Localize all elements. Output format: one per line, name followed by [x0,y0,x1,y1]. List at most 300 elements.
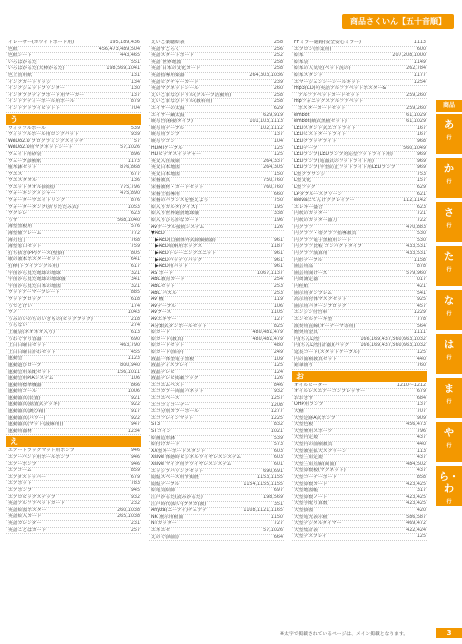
index-entry [6,356,141,363]
index-entry [292,330,427,337]
index-entry [149,482,284,489]
index-entry [6,488,141,495]
sidebar-tab[interactable] [436,290,462,330]
entry-name: エコゴミコーナー [151,402,190,408]
entry-name: 英語絵入カード [8,514,42,520]
index-entry [6,409,141,416]
index-entry [149,363,284,370]
index-entry [6,205,141,212]
entry-name: えのぐ(両面) [151,534,179,540]
index-entry [6,211,141,218]
entry-pages: 195,189,436 [109,40,140,45]
entry-name: 煙突用金具 [294,330,318,336]
index-entry [149,488,284,495]
index-entry [149,66,284,73]
index-entry [292,178,427,185]
entry-name: えいごまなびドリル(教科用) [151,99,213,105]
index-entry [149,304,284,311]
entry-name: 運動会 [8,356,23,362]
entry-name: いろはかるた [8,59,37,65]
entry-name: ABC パズル [151,290,177,296]
index-entry [292,409,427,416]
entry-pages: 440 [416,442,426,448]
sidebar-tab[interactable] [436,334,462,374]
entry-name: AVエキサー [151,316,177,322]
index-entry [149,211,284,218]
entry-pages: 796 [416,428,426,434]
sidebar-gyo: 行 [446,311,452,317]
entry-name: 大型三角点解(両面) [294,461,337,467]
index-entry [149,350,284,357]
index-entry [6,455,141,462]
entry-name: embot(網式黒板セット) [294,119,347,125]
index-entry [292,165,427,172]
entry-pages: 783 [130,481,140,487]
entry-name: エイサーの太鼓 [151,105,185,111]
section-heading: お [292,371,427,382]
index-entry [292,225,427,232]
entry-name: 園示用ダンプレム [294,290,333,296]
entry-name: 円グラフ演算用 [294,251,328,256]
index-entry [149,73,284,80]
entry-pages: 125 [273,363,283,369]
entry-pages: 475,890 [120,191,140,197]
entry-name: エアポット [8,481,32,487]
entry-pages: 961 [273,264,283,270]
entry-name: 絵カード(保存) [151,349,184,355]
entry-pages: 207,208,1000 [392,53,426,59]
entry-name: うず [8,217,18,223]
entry-name: おおきす [294,395,314,401]
entry-pages: 341 [130,277,140,283]
entry-name: 円グラフ比較 コンパクトタイプ [294,244,363,250]
entry-name: mpフォニックスアルファベット [294,99,364,105]
entry-name: エアロビックステップ [8,494,56,500]
index-entry [292,146,427,153]
entry-name: HDMIケーブル [151,145,183,151]
entry-pages: 252 [273,53,283,59]
entry-pages: 679 [130,474,140,480]
entry-pages: 017 [416,277,426,283]
entry-pages: 104 [273,138,283,144]
entry-name: うらない [8,323,28,329]
index-entry [292,152,427,159]
entry-name: LEDヒストタートライト [294,132,347,138]
entry-name: 栄養教具 [151,178,171,184]
sidebar-kana: ま [444,384,454,395]
index-entry [292,297,427,304]
index-entry [292,60,427,67]
entry-name: 絵入りカルタ(クイズ) [151,204,198,210]
entry-pages: 57 [133,138,140,144]
index-entry [292,449,427,456]
index-entry [292,159,427,166]
index-entry [149,99,284,106]
index-entry [292,119,427,126]
entry-name: 英文入住成績 [151,158,180,164]
index-entry [149,113,284,120]
entry-name: 円形テーブル [294,257,323,263]
sidebar-tab[interactable] [436,466,462,506]
entry-name: ウェイト用砂袋 [8,151,42,157]
entry-name: 英語マグネットシール [151,86,199,92]
entry-name: 絵入りひらがなカード [151,218,199,224]
entry-name: イレーザー(ホワイトボード用) [8,40,74,45]
index-entry [292,73,427,80]
entry-name: ウェーブ診断紙 [8,158,42,164]
entry-pages: 469,472 [406,521,426,527]
entry-pages: 124 [273,369,283,375]
index-entry [6,304,141,311]
index-entry [149,429,284,436]
entry-pages: 551 [130,59,140,65]
index-entry [6,508,141,515]
index-entry [292,106,427,113]
entry-name: 絵カード [151,330,171,336]
entry-name: えいごまなびドリル(グループ活動用) [151,92,232,98]
index-entry [292,442,427,449]
entry-name: XX型キーボードスタンド [151,448,206,454]
index-entry [149,159,284,166]
entry-pages: 564 [416,323,426,329]
entry-name: 運動用器材 [8,428,32,434]
entry-pages: 338 [273,211,283,217]
entry-pages: 603 [273,455,283,461]
entry-pages: 455 [130,349,140,355]
index-entry [6,191,141,198]
entry-name: 大棚 [294,409,304,415]
entry-name: AS ボード [151,270,174,276]
entry-pages: 265,1038 [117,514,140,520]
entry-pages: 775,796 [120,184,140,190]
index-entry [292,80,427,87]
entry-name: 薄型黒板用 [8,224,32,230]
entry-pages: 660 [273,191,283,197]
index-entry [6,376,141,383]
index-entry [292,205,427,212]
entry-pages: 750 [273,198,283,204]
index-entry [6,462,141,469]
index-entry [149,192,284,199]
entry-pages: 422,424 [406,527,426,533]
index-entry [292,139,427,146]
entry-pages: 573 [273,442,283,448]
entry-name: 延長コード(スタットケーブル) [294,349,360,355]
entry-pages: 125 [273,145,283,151]
index-entry [149,231,284,238]
entry-pages: 727 [273,521,283,527]
entry-name: 大型掛図 [294,507,314,513]
sidebar-tab[interactable] [436,246,462,286]
index-entry [149,409,284,416]
entry-name: 英文日本地図 [151,165,180,171]
entry-pages: 586,587 [406,514,426,520]
entry-name: エアーバンド用ボールポンプ [8,455,70,461]
index-entry [292,357,427,364]
entry-pages: 664 [273,534,283,540]
index-entry [149,330,284,337]
entry-name: エンジン付台車 [294,310,328,316]
index-entry [6,317,141,324]
entry-pages: 423,425 [406,494,426,500]
entry-pages: 750,760 [263,178,283,184]
index-entry [292,211,427,218]
sidebar-kana: か [444,164,454,175]
entry-name: 宇宙から見た日本の地図 [8,283,61,289]
index-entry [6,370,141,377]
sidebar-tab[interactable] [436,378,462,418]
entry-pages: 539 [130,125,140,131]
entry-pages: 258 [273,66,283,72]
entry-name: STコイン [151,429,172,435]
entry-name: エアポンプ [8,488,32,493]
index-entry [292,99,427,106]
entry-pages: 1187 [270,244,283,250]
index-entry [149,86,284,93]
entry-name: AVケーブル接続システム [151,224,205,230]
index-entry [292,343,427,350]
entry-name: 英語スタートボード [151,53,195,59]
entry-name: ウォーターウエイトリング [8,198,66,204]
index-entry [292,534,427,541]
sidebar-kana: ら・わ [439,472,459,495]
entry-pages: 878 [416,264,426,270]
index-column-2 [149,40,284,628]
entry-name: ST3 [151,422,161,428]
entry-name: 園芸用品 [294,264,314,270]
entry-name: 閲覧テーブル [151,481,180,487]
page-header [0,14,462,28]
entry-name: 液晶テレビ掲載フック [151,376,199,382]
entry-name: エンゼルケーキ型 [294,316,333,322]
entry-pages: 760,760 [263,185,283,191]
index-entry [149,502,284,509]
entry-name: ▶AED収納用ボックス [155,244,203,250]
entry-name: ウィッフルボール用ロングバット [8,132,79,138]
index-columns [6,40,431,628]
index-entry [149,337,284,344]
entry-pages: 433,531 [406,244,426,250]
entry-pages: 1105 [270,310,283,316]
entry-name: 英語すごろく [151,46,180,52]
footnote: ※太字で掲載されているページは、メイン掲載となります。 [280,632,409,637]
entry-pages: 137 [130,92,140,98]
index-entry [292,291,427,298]
entry-name: L型グラウンジ [294,171,326,177]
entry-name: いろはかるた(犬棒かるた) [8,66,65,72]
entry-name: L型フック [294,185,316,191]
entry-pages: 156,1011 [117,369,140,375]
entry-name: 絵本袋 [294,59,309,65]
index-entry [6,514,141,521]
index-entry [149,475,284,482]
entry-pages: 239 [273,79,283,85]
entry-pages: 704 [130,105,140,111]
index-entry [292,528,427,535]
index-entry [149,152,284,159]
index-entry [6,396,141,403]
index-entry [6,80,141,87]
entry-pages: 106 [273,303,283,309]
sidebar-kana: あ [444,120,454,131]
entry-pages: 480,481,479 [252,330,283,336]
index-entry [149,455,284,462]
sidebar-tab[interactable] [436,202,462,242]
entry-pages: 136 [130,178,140,184]
entry-name: 液晶テレビ [151,369,175,375]
entry-name: 液晶ディスプレイ [151,363,189,369]
index-entry [149,185,284,192]
entry-name: ABCセット [151,283,176,289]
entry-pages: 722 [416,218,426,224]
index-entry [149,508,284,515]
entry-name: 大型色板 [294,422,314,428]
entry-name: エアートラックマット用ポンプ [8,448,75,454]
index-entry [292,475,427,482]
entry-name: LEDクラッチライト [294,138,337,144]
index-entry [149,376,284,383]
entry-pages: 530 [416,237,426,243]
entry-pages: 259,260 [406,105,426,111]
entry-name: 大型三角定規 [294,455,323,461]
index-entry [6,218,141,225]
entry-pages: 125 [416,534,426,540]
entry-pages: 825 [273,323,283,329]
entry-pages: 102,1112 [260,125,283,131]
entry-pages: 876 [130,198,140,204]
entry-name: エコ分別カラーボール [151,409,199,415]
index-entry [292,66,427,73]
sidebar-tab[interactable] [436,158,462,198]
entry-pages: 961 [273,257,283,263]
entry-name: WeDo2.0用マグネットシート [8,145,73,151]
index-entry [292,350,427,357]
entry-name: エコカラー両面パネット [151,389,204,395]
index-entry [6,389,141,396]
entry-pages: 1111 [413,330,426,336]
entry-name: 大型集計表 [294,527,318,533]
index-entry [6,330,141,337]
index-entry [292,264,427,271]
entry-name: 絵カード(教具) [151,336,184,342]
entry-pages: 832 [273,422,283,428]
entry-name: インクカートリッジ [8,79,51,85]
index-entry [292,277,427,284]
sidebar-tab[interactable] [436,422,462,462]
entry-pages: 946 [130,461,140,467]
index-entry [149,165,284,172]
index-entry [292,192,427,199]
index-entry [6,231,141,238]
index-entry [292,86,427,93]
entry-name: 上履袋(ネオネオ入り) [8,329,55,335]
index-entry [6,132,141,139]
index-entry [292,402,427,409]
entry-pages: 909 [416,415,426,421]
entry-pages: 772 [130,231,140,237]
index-entry [292,185,427,192]
index-entry [6,60,141,67]
index-entry [149,535,284,542]
entry-pages: 257 [130,527,140,533]
entry-name: ウエスタオル [8,178,37,184]
entry-pages: 759 [130,244,140,250]
entry-name: エネエセ [151,527,171,533]
index-entry [149,251,284,258]
entry-name: 高示用付体マスクセット [294,297,347,303]
entry-name: 薄刃包丁 [8,237,28,243]
entry-pages: 922 [130,415,140,421]
entry-name: Anyza(ニーアイ)チェアテ [151,508,207,514]
entry-name: 絵入り世界通貨地球儀 [151,211,199,217]
entry-name: 円の面積教具セット [294,356,338,362]
entry-pages: 258 [273,59,283,65]
entry-name: 運動用標準機器 [8,382,42,388]
section-heading: え [6,436,141,447]
entry-name: 栄養のバランスを整えよう [151,198,209,204]
entry-pages: 541 [416,290,426,296]
index-entry [292,132,427,139]
index-entry [149,218,284,225]
index-entry [6,159,141,166]
entry-pages: 1257 [270,396,283,402]
entry-name: エアゴーム [8,468,32,474]
entry-name: 映写台(移動タイプ) [151,119,193,125]
sidebar-gyo: 行 [446,443,452,449]
entry-name: えいご楽聴絵表 [151,40,185,45]
entry-name: ▶AED(自動体外式除細動器) [155,237,216,243]
entry-name: 大型教室拡大スクリーン [294,448,347,454]
entry-name: ▶AEDバッテリパック [155,257,203,263]
index-entry [149,528,284,535]
entry-name: 英文日本地図 [151,171,180,177]
entry-pages: 600 [416,46,426,52]
index-entry [149,370,284,377]
index-entry [149,403,284,410]
index-entry [292,396,427,403]
entry-name: 園示用パターンブロック [294,303,347,309]
index-entry [6,185,141,192]
entry-name: 運動器具(マット(波線用)) [8,422,64,428]
index-entry [6,238,141,245]
index-entry [292,324,427,331]
entry-pages: 917 [130,409,140,415]
sidebar-tab[interactable] [436,114,462,154]
entry-name: elevaにてんけグクレイアー [294,198,355,204]
entry-pages: 800,940 [120,362,140,368]
entry-name: 円吹のカッター器刀 [294,218,338,224]
entry-pages: 876,868 [120,165,140,171]
entry-pages: 1150 [270,514,283,520]
index-entry [292,515,427,522]
entry-pages: 264,337 [263,158,283,164]
entry-pages: 258 [273,40,283,45]
index-entry [149,357,284,364]
index-entry [292,521,427,528]
index-entry [149,449,284,456]
index-entry [6,152,141,159]
entry-name: 運動用ゴール [8,389,37,395]
index-entry [292,251,427,258]
index-entry [149,277,284,284]
entry-name: エコエベース [151,396,180,402]
entry-name: A分類式ダンボールセット [151,323,208,329]
entry-pages: 264,305 [263,165,283,171]
entry-name: 絵カードセット [151,343,185,349]
entry-name: 英語 世界地図 [151,59,182,65]
entry-pages: 231 [130,520,140,526]
entry-pages: 1254 [413,79,426,85]
